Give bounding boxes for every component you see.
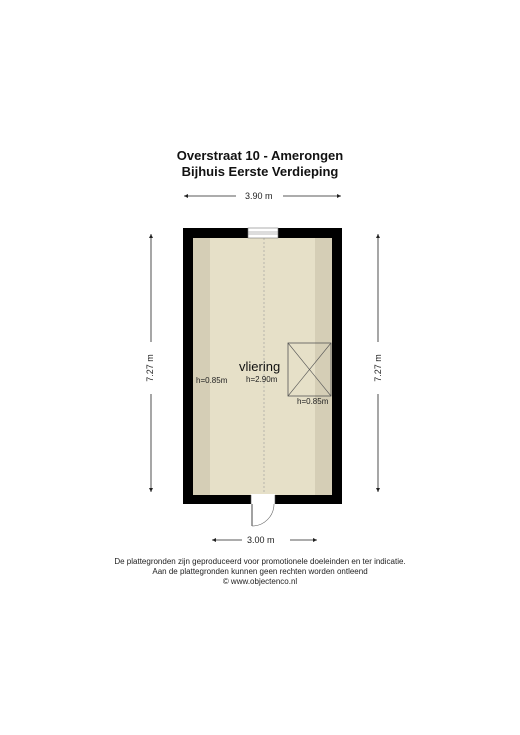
sloped-floor-right [315,238,332,495]
left-height-label: 7.27 m [145,354,155,382]
bottom-width-label: 3.00 m [247,535,275,545]
top-width-label: 3.90 m [245,191,273,201]
left-height-room-label: h=0.85m [196,376,228,385]
sloped-floor-left [193,238,210,495]
right-height-room-label: h=0.85m [297,397,329,406]
door-opening [251,494,275,505]
disclaimer-line-2: Aan de plattegronden kunnen geen rechten worden ontleend [152,567,368,576]
copyright-link[interactable]: © www.objectenco.nl [222,577,298,586]
disclaimer-line-1: De plattegronden zijn geproduceerd voor promotionele doeleinden en ter indicatie. [114,557,406,566]
plan-subtitle: Bijhuis Eerste Verdieping [181,164,339,179]
ridge-height-label: h=2.90m [246,375,278,384]
room-name: vliering [239,359,281,374]
window [248,228,278,238]
right-height-label: 7.27 m [373,354,383,382]
plan-title: Overstraat 10 - Amerongen [176,148,344,163]
door-swing-arc [252,504,274,526]
